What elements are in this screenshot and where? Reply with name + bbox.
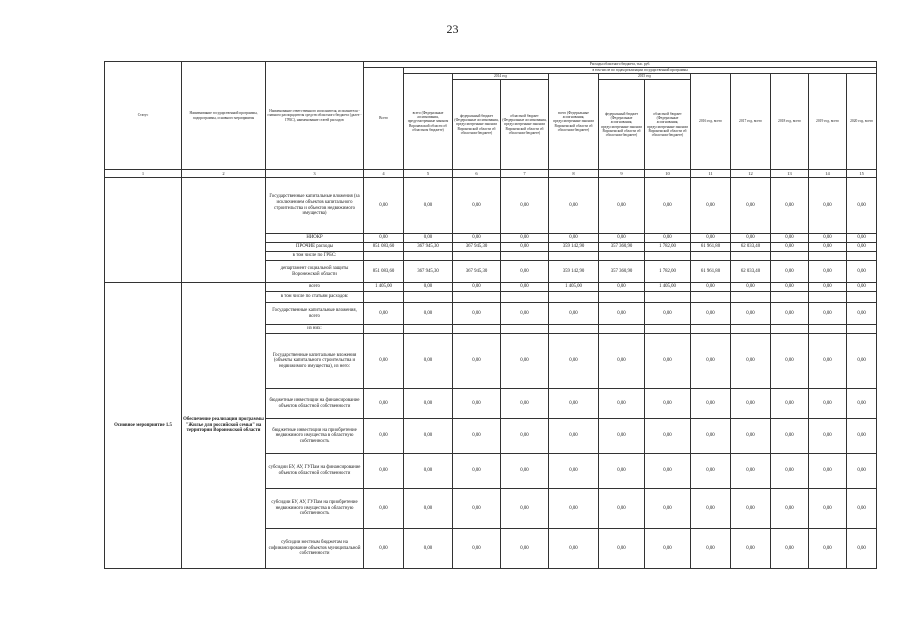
value-cell: 61 961,80 [691, 243, 731, 252]
expense-item-label: Государственные капитальные вложения, всего [266, 303, 364, 325]
header-program-name: Наименование государственной программы, подпрограммы, основного мероприятия [182, 62, 266, 170]
value-cell: 0,00 [404, 303, 453, 325]
header-rbs: Наименование ответственного исполнителя, исполнителя - главного распорядителя средств областного бюджета (далее - ГРБС), наименование статей расходов [266, 62, 364, 170]
value-cell [599, 292, 645, 303]
value-cell: 359 142,90 [549, 261, 599, 283]
expense-item-label: бюджетные инвестиции на приобретение недвижимого имущества в областную собственность [266, 419, 364, 454]
value-cell: 851 083,60 [364, 243, 404, 252]
expense-item-label: бюджетные инвестиции на финансирование объектов областной собственности [266, 389, 364, 419]
value-cell: 0,00 [847, 303, 877, 325]
value-cell: 367 945,30 [453, 243, 501, 252]
value-cell [691, 325, 731, 334]
value-cell: 0,00 [599, 303, 645, 325]
value-cell: 0,00 [599, 529, 645, 569]
column-number: 15 [847, 170, 877, 178]
expense-item-label: Государственные капитальные вложения (объекты капитального строительства и недвижимого имущества), из него: [266, 334, 364, 389]
header-2015-total: всего (Федеральные ассигнования, предусмотренные законом Воронежской области об областном бюджете) [549, 74, 599, 170]
value-cell: 0,00 [549, 178, 599, 234]
value-cell: 0,00 [809, 303, 847, 325]
value-cell: 0,00 [404, 283, 453, 292]
value-cell: 0,00 [453, 334, 501, 389]
table-row [105, 178, 877, 234]
column-number: 1 [105, 170, 182, 178]
value-cell: 0,00 [645, 389, 691, 419]
value-cell: 0,00 [364, 419, 404, 454]
header-group-sub: в том числе по годам реализации государственной программы [404, 68, 877, 74]
value-cell: 0,00 [809, 261, 847, 283]
value-cell: 0,00 [549, 454, 599, 489]
value-cell: 0,00 [847, 529, 877, 569]
expense-item-label: субсидии местным бюджетам на софинансирование объектов муниципальной собственности [266, 529, 364, 569]
value-cell [771, 252, 809, 261]
value-cell [549, 252, 599, 261]
header-total: Всего [364, 68, 404, 170]
value-cell: 0,00 [549, 489, 599, 529]
header-2014: 2014 год [453, 74, 549, 80]
value-cell: 0,00 [404, 234, 453, 243]
value-cell: 1 782,00 [645, 261, 691, 283]
value-cell [645, 325, 691, 334]
column-number: 12 [731, 170, 771, 178]
column-number: 4 [364, 170, 404, 178]
value-cell: 0,00 [691, 178, 731, 234]
value-cell: 0,00 [645, 303, 691, 325]
value-cell: 0,00 [771, 234, 809, 243]
value-cell: 0,00 [549, 234, 599, 243]
value-cell: 0,00 [691, 234, 731, 243]
value-cell: 0,00 [404, 529, 453, 569]
header-2015: 2015 год [599, 74, 691, 80]
value-cell: 0,00 [501, 529, 549, 569]
value-cell [501, 325, 549, 334]
value-cell [404, 325, 453, 334]
value-cell: 0,00 [771, 283, 809, 292]
expense-item-label: в том числе по статьям расходов: [266, 292, 364, 303]
value-cell: 0,00 [847, 243, 877, 252]
value-cell: 0,00 [809, 334, 847, 389]
value-cell: 0,00 [847, 389, 877, 419]
expense-item-label: субсидии БУ, АУ, ГУПам на финансирование объектов областной собственности [266, 454, 364, 489]
value-cell: 0,00 [599, 389, 645, 419]
header-2019: 2019 год, всего [809, 74, 847, 170]
value-cell: 0,00 [771, 178, 809, 234]
value-cell: 0,00 [599, 489, 645, 529]
value-cell [771, 292, 809, 303]
value-cell [691, 292, 731, 303]
value-cell: 0,00 [771, 261, 809, 283]
value-cell: 0,00 [404, 419, 453, 454]
value-cell: 0,00 [453, 529, 501, 569]
value-cell: 0,00 [549, 334, 599, 389]
header-2016: 2016 год, всего [691, 74, 731, 170]
value-cell: 0,00 [731, 334, 771, 389]
value-cell: 0,00 [731, 283, 771, 292]
expense-item-label: из них: [266, 325, 364, 334]
value-cell: 0,00 [501, 454, 549, 489]
value-cell: 0,00 [453, 178, 501, 234]
value-cell: 62 033,40 [731, 243, 771, 252]
value-cell [404, 292, 453, 303]
value-cell: 359 142,90 [549, 243, 599, 252]
value-cell: 0,00 [731, 529, 771, 569]
column-number: 5 [404, 170, 453, 178]
value-cell: 0,00 [645, 419, 691, 454]
value-cell: 0,00 [691, 389, 731, 419]
value-cell: 0,00 [731, 178, 771, 234]
value-cell: 1 782,00 [645, 243, 691, 252]
value-cell [731, 252, 771, 261]
value-cell: 0,00 [599, 419, 645, 454]
header-2014-federal: федеральный бюджет (Федеральные ассигнования, предусмотренные законом Воронежской области об областном бюджете) [453, 80, 501, 170]
value-cell: 0,00 [771, 243, 809, 252]
value-cell [599, 325, 645, 334]
value-cell: 1 405,00 [645, 283, 691, 292]
status-cell [105, 178, 182, 283]
value-cell: 0,00 [847, 419, 877, 454]
value-cell: 0,00 [809, 419, 847, 454]
value-cell: 0,00 [847, 178, 877, 234]
value-cell: 0,00 [549, 303, 599, 325]
value-cell: 61 961,80 [691, 261, 731, 283]
value-cell: 0,00 [599, 178, 645, 234]
header-2015-federal: федеральный бюджет (Федеральные ассигнования, предусмотренные законом Воронежской области об областном бюджете) [599, 80, 645, 170]
value-cell: 0,00 [731, 454, 771, 489]
column-number: 13 [771, 170, 809, 178]
value-cell: 0,00 [691, 303, 731, 325]
column-number: 7 [501, 170, 549, 178]
value-cell: 0,00 [809, 489, 847, 529]
value-cell [645, 252, 691, 261]
value-cell: 357 360,90 [599, 261, 645, 283]
value-cell: 0,00 [691, 529, 731, 569]
value-cell: 0,00 [645, 334, 691, 389]
value-cell: 0,00 [691, 489, 731, 529]
value-cell: 0,00 [691, 419, 731, 454]
value-cell [404, 252, 453, 261]
value-cell: 0,00 [771, 454, 809, 489]
header-2017: 2017 год, всего [731, 74, 771, 170]
value-cell: 0,00 [599, 234, 645, 243]
value-cell: 0,00 [847, 234, 877, 243]
value-cell: 0,00 [847, 454, 877, 489]
value-cell: 0,00 [645, 178, 691, 234]
value-cell [771, 325, 809, 334]
value-cell [731, 292, 771, 303]
value-cell [501, 252, 549, 261]
value-cell [549, 292, 599, 303]
column-numbers-row [105, 170, 877, 178]
value-cell: 0,00 [731, 389, 771, 419]
column-number: 2 [182, 170, 266, 178]
expense-item-label: всего [266, 283, 364, 292]
value-cell: 0,00 [404, 178, 453, 234]
header-2014-regional: областной бюджет (Федеральные ассигнования, предусмотренные законом Воронежской области об областном бюджете) [501, 80, 549, 170]
header-2014-total: всего (Федеральные ассигнования, предусмотренные законом Воронежской области об областном бюджете) [404, 74, 453, 170]
value-cell: 0,00 [809, 283, 847, 292]
expense-item-label: субсидии БУ, АУ, ГУПам на приобретение недвижимого имущества в областную собственность [266, 489, 364, 529]
value-cell: 0,00 [364, 529, 404, 569]
value-cell [809, 292, 847, 303]
value-cell [549, 325, 599, 334]
page-number: 23 [446, 22, 459, 36]
column-number: 14 [809, 170, 847, 178]
value-cell: 0,00 [549, 389, 599, 419]
expense-item-label: ПРОЧИЕ расходы [266, 243, 364, 252]
value-cell: 0,00 [364, 454, 404, 489]
value-cell [364, 292, 404, 303]
value-cell: 0,00 [731, 419, 771, 454]
value-cell: 0,00 [404, 454, 453, 489]
value-cell: 0,00 [501, 261, 549, 283]
value-cell [599, 252, 645, 261]
value-cell: 0,00 [645, 454, 691, 489]
value-cell: 0,00 [453, 389, 501, 419]
value-cell: 0,00 [731, 234, 771, 243]
value-cell: 0,00 [771, 334, 809, 389]
value-cell: 0,00 [645, 234, 691, 243]
value-cell: 0,00 [549, 529, 599, 569]
value-cell: 0,00 [771, 389, 809, 419]
value-cell: 367 945,30 [453, 261, 501, 283]
value-cell: 0,00 [501, 283, 549, 292]
expense-item-label: Государственные капитальные вложения (за исключением объектов капитального строительства и объектов недвижимого имущества) [266, 178, 364, 234]
value-cell: 0,00 [364, 389, 404, 419]
value-cell: 0,00 [645, 529, 691, 569]
value-cell: 851 083,60 [364, 261, 404, 283]
column-number: 3 [266, 170, 364, 178]
value-cell: 0,00 [364, 489, 404, 529]
expense-item-label: НИОКР [266, 234, 364, 243]
value-cell [364, 252, 404, 261]
value-cell: 0,00 [731, 303, 771, 325]
header-group-title: Расходы областного бюджета, тыс. руб. [364, 62, 877, 68]
value-cell: 367 945,30 [404, 261, 453, 283]
value-cell: 0,00 [364, 334, 404, 389]
value-cell: 0,00 [771, 303, 809, 325]
column-number: 9 [599, 170, 645, 178]
value-cell [364, 325, 404, 334]
budget-table [104, 61, 877, 569]
value-cell: 0,00 [404, 489, 453, 529]
value-cell: 0,00 [501, 303, 549, 325]
header-2015-regional: областной бюджет (Федеральные ассигнования, предусмотренные законом Воронежской области об областном бюджете) [645, 80, 691, 170]
column-number: 6 [453, 170, 501, 178]
value-cell: 0,00 [501, 178, 549, 234]
value-cell [501, 292, 549, 303]
value-cell: 62 033,40 [731, 261, 771, 283]
value-cell [645, 292, 691, 303]
value-cell: 0,00 [453, 489, 501, 529]
value-cell: 0,00 [453, 454, 501, 489]
value-cell: 0,00 [731, 489, 771, 529]
value-cell: 0,00 [453, 283, 501, 292]
value-cell: 0,00 [691, 454, 731, 489]
value-cell: 0,00 [364, 178, 404, 234]
value-cell [731, 325, 771, 334]
value-cell: 367 945,30 [404, 243, 453, 252]
value-cell: 0,00 [809, 454, 847, 489]
header-2020: 2020 год, всего [847, 74, 877, 170]
column-number: 11 [691, 170, 731, 178]
value-cell [847, 325, 877, 334]
value-cell: 0,00 [453, 303, 501, 325]
value-cell: 0,00 [501, 489, 549, 529]
value-cell: 0,00 [364, 234, 404, 243]
value-cell: 0,00 [599, 283, 645, 292]
value-cell: 0,00 [501, 389, 549, 419]
value-cell: 0,00 [404, 334, 453, 389]
value-cell [453, 325, 501, 334]
measure-status: Основное мероприятие 1.5 [105, 283, 182, 569]
measure-name: Обеспечение реализации программы "Жилье для российской семьи" на территории Воронежской области [182, 283, 266, 569]
value-cell: 1 405,00 [364, 283, 404, 292]
value-cell [691, 252, 731, 261]
column-number: 8 [549, 170, 599, 178]
value-cell: 0,00 [501, 243, 549, 252]
value-cell: 0,00 [771, 489, 809, 529]
expense-item-label: в том числе по ГРБС: [266, 252, 364, 261]
value-cell: 0,00 [501, 234, 549, 243]
header-2018: 2018 год, всего [771, 74, 809, 170]
value-cell: 0,00 [809, 389, 847, 419]
value-cell [453, 252, 501, 261]
value-cell: 0,00 [645, 489, 691, 529]
value-cell: 0,00 [364, 303, 404, 325]
value-cell: 0,00 [809, 243, 847, 252]
value-cell [809, 252, 847, 261]
value-cell [453, 292, 501, 303]
value-cell: 0,00 [599, 334, 645, 389]
value-cell: 0,00 [404, 389, 453, 419]
value-cell: 0,00 [501, 334, 549, 389]
value-cell: 0,00 [771, 529, 809, 569]
value-cell: 357 360,90 [599, 243, 645, 252]
table-row [105, 283, 877, 292]
value-cell: 0,00 [549, 419, 599, 454]
value-cell: 0,00 [453, 234, 501, 243]
value-cell: 0,00 [809, 178, 847, 234]
value-cell [809, 325, 847, 334]
value-cell: 0,00 [771, 419, 809, 454]
value-cell: 0,00 [847, 334, 877, 389]
value-cell: 0,00 [847, 261, 877, 283]
value-cell: 1 405,00 [549, 283, 599, 292]
column-number: 10 [645, 170, 691, 178]
header-status: Статус [105, 62, 182, 170]
value-cell [847, 252, 877, 261]
value-cell: 0,00 [847, 283, 877, 292]
value-cell: 0,00 [809, 234, 847, 243]
value-cell [847, 292, 877, 303]
value-cell: 0,00 [599, 454, 645, 489]
program-name-cell [182, 178, 266, 283]
value-cell: 0,00 [691, 283, 731, 292]
value-cell: 0,00 [809, 529, 847, 569]
value-cell: 0,00 [691, 334, 731, 389]
value-cell: 0,00 [453, 419, 501, 454]
expense-item-label: департамент социальной защиты Воронежской области [266, 261, 364, 283]
value-cell: 0,00 [847, 489, 877, 529]
value-cell: 0,00 [501, 419, 549, 454]
